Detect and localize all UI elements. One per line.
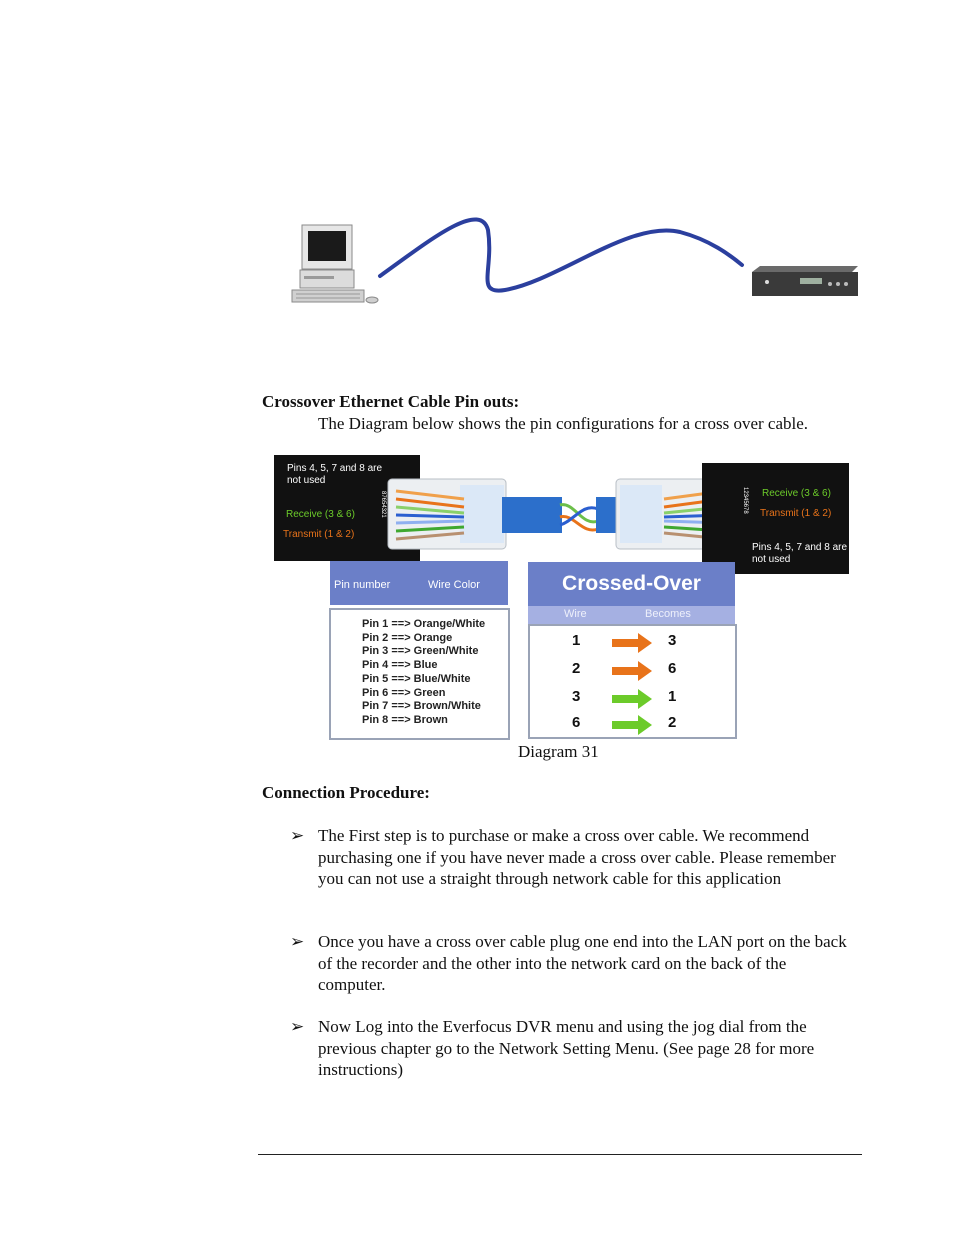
- arrow-right-icon: [612, 633, 652, 653]
- diagram-caption: Diagram 31: [518, 742, 599, 761]
- computer-icon: [292, 225, 378, 303]
- procedure-step-text: Once you have a cross over cable plug one end into the LAN port on the back of the recorder and the other into the network card on the back of the computer.: [318, 932, 847, 994]
- cross-becomes-value: 3: [668, 632, 677, 649]
- crossed-over-title-bar: [528, 562, 735, 606]
- pinouts-intro: The Diagram below shows the pin configurations for a cross over cable.: [318, 414, 809, 433]
- left-unused-note: Pins 4, 5, 7 and 8 are not used: [287, 463, 383, 486]
- procedure-step-2: [290, 931, 852, 997]
- pinouts-heading: Crossover Ethernet Cable Pin outs:: [262, 392, 520, 411]
- becomes-header: Becomes: [645, 608, 691, 620]
- pc-to-dvr-diagram: [280, 210, 870, 320]
- right-pin-digits: 12345678: [742, 487, 748, 514]
- left-rj45-plug-icon: [388, 479, 506, 549]
- pin-row: Pin 8 ==> Brown: [362, 713, 448, 726]
- cross-row: [530, 630, 735, 656]
- procedure-heading: Connection Procedure:: [262, 783, 430, 802]
- procedure-step-text: The First step is to purchase or make a cross over cable. We recommend purchasing one if you have never made a cross over cable. Please remember you can not use a straight through network cable for this application: [318, 826, 836, 888]
- left-transmit-label: Transmit (1 & 2): [283, 529, 355, 540]
- right-unused-note: Pins 4, 5, 7 and 8 are not used: [752, 542, 848, 565]
- pin-row: Pin 2 ==> Orange: [362, 631, 453, 644]
- footer-rule: [258, 1154, 862, 1155]
- cross-wire-value: 1: [572, 632, 581, 649]
- cross-row: [530, 686, 735, 712]
- cross-wire-value: 3: [572, 688, 581, 705]
- wire-header: Wire: [564, 608, 587, 620]
- arrow-right-icon: [612, 661, 652, 681]
- crossover-cable: [380, 219, 742, 290]
- crossover-pin-diagram: [274, 455, 850, 740]
- cross-wire-value: 6: [572, 714, 581, 731]
- arrow-bullet-icon: ➢: [290, 932, 305, 951]
- pin-wire-list: [329, 608, 510, 740]
- procedure-step-text: Now Log into the Everfocus DVR menu and using the jog dial from the previous chapter go to the Network Setting Menu. (See page 28 for more instructions): [318, 1017, 815, 1079]
- procedure-step-3: [290, 1016, 852, 1082]
- pin-table-header: [330, 561, 508, 605]
- crossed-over-rows: [528, 624, 737, 739]
- cross-becomes-value: 2: [668, 714, 677, 731]
- wire-color-header: Wire Color: [428, 579, 480, 591]
- network-illustration: [280, 210, 870, 320]
- dvr-recorder-icon: [752, 266, 858, 296]
- crossed-over-subheader: [528, 606, 735, 624]
- arrow-bullet-icon: ➢: [290, 826, 305, 845]
- pin-rows: [362, 618, 485, 728]
- cross-becomes-value: 1: [668, 688, 677, 705]
- procedure-step-1: [290, 825, 852, 913]
- pin-row: Pin 6 ==> Green: [362, 686, 446, 699]
- arrow-bullet-icon: ➢: [290, 1017, 305, 1036]
- arrow-right-icon: [612, 689, 652, 709]
- cross-row: [530, 713, 735, 739]
- right-plug-panel: [702, 463, 849, 574]
- cross-becomes-value: 6: [668, 660, 677, 677]
- rj45-cable-graphic: [384, 473, 734, 557]
- arrow-right-icon: [612, 715, 652, 735]
- right-receive-label: Receive (3 & 6): [762, 488, 831, 499]
- pin-row: Pin 3 ==> Green/White: [362, 645, 479, 658]
- right-transmit-label: Transmit (1 & 2): [760, 508, 832, 519]
- pin-row: Pin 7 ==> Brown/White: [362, 700, 481, 713]
- pin-row: Pin 5 ==> Blue/White: [362, 672, 471, 685]
- cross-row: [530, 658, 735, 684]
- pin-row: Pin 1 ==> Orange/White: [362, 618, 486, 630]
- pin-number-header: Pin number: [334, 579, 391, 591]
- left-receive-label: Receive (3 & 6): [286, 509, 355, 520]
- pin-row: Pin 4 ==> Blue: [362, 659, 438, 672]
- cross-wire-value: 2: [572, 660, 581, 677]
- left-cable-jacket: [502, 497, 562, 533]
- crossed-over-title: Crossed-Over: [562, 572, 701, 595]
- left-pin-digits: 87654321: [380, 491, 386, 518]
